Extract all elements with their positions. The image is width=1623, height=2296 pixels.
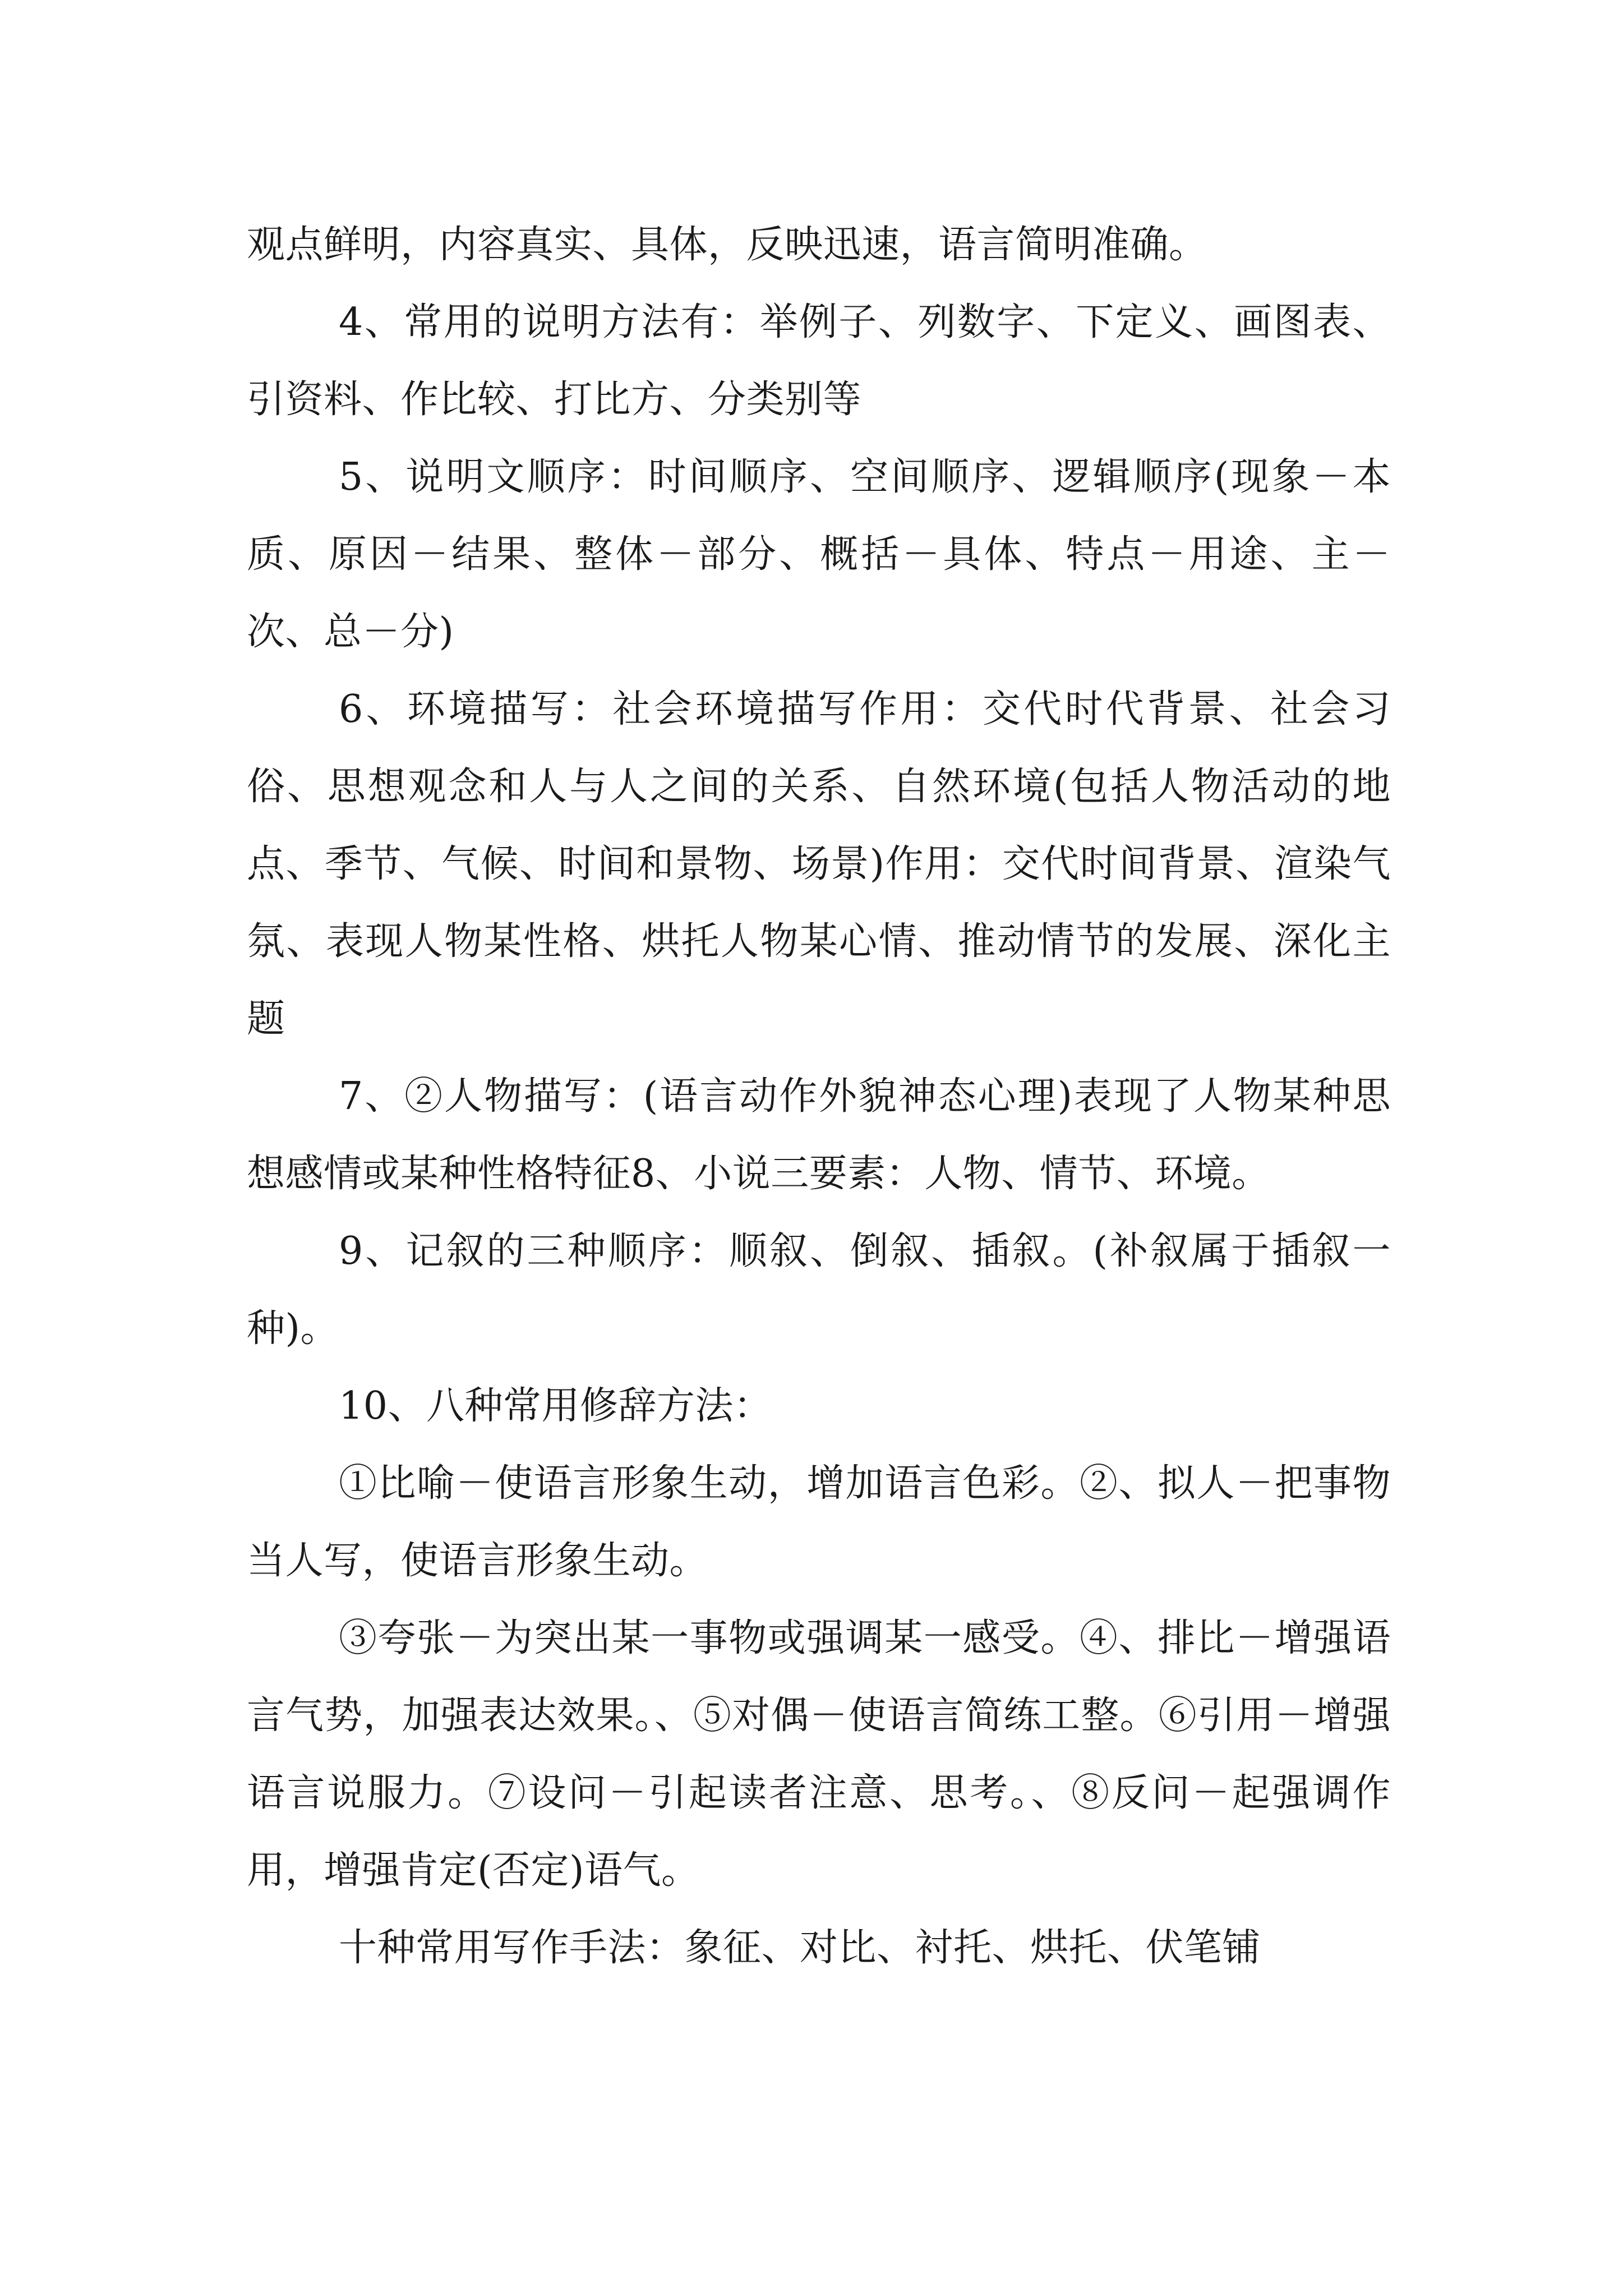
paragraph-rhetoric-metaphor: ①比喻－使语言形象生动，增加语言色彩。②、拟人－把事物当人写，使语言形象生动。 (247, 1461, 1391, 1583)
paragraph-character-description: 7、②人物描写：(语言动作外貌神态心理)表现了人物某种思想感情或某种性格特征8、小说三要素：人物、情节、环境。 (247, 1074, 1391, 1196)
document-body (247, 206, 1391, 1987)
paragraph-environment-description: 6、环境描写：社会环境描写作用：交代时代背景、社会习俗、思想观念和人与人之间的关系、自然环境(包括人物活动的地点、季节、气候、时间和景物、场景)作用：交代时间背景、渲染气氛、表现人物某性格、烘托人物某心情、推动情节的发展、深化主题 (247, 687, 1391, 1041)
paragraph-continuation: 观点鲜明，内容真实、具体，反映迅速，语言简明准确。 (247, 223, 1207, 267)
paragraph-explanation-order: 5、说明文顺序：时间顺序、空间顺序、逻辑顺序(现象－本质、原因－结果、整体－部分、概括－具体、特点－用途、主－次、总－分) (247, 455, 1391, 654)
paragraph-narrative-order: 9、记叙的三种顺序：顺叙、倒叙、插叙。(补叙属于插叙一种)。 (247, 1229, 1391, 1351)
paragraph-rhetoric-exaggeration: ③夸张－为突出某一事物或强调某一感受。④、排比－增强语言气势，加强表达效果。、⑤对偶－使语言简练工整。⑥引用－增强语言说服力。⑦设问－引起读者注意、思考。、⑧反问－起强调作用，增强肯定(否定)语气。 (247, 1616, 1391, 1893)
paragraph-explanation-methods: 4、常用的说明方法有：举例子、列数字、下定义、画图表、引资料、作比较、打比方、分类别等 (247, 300, 1391, 422)
paragraph-writing-techniques: 十种常用写作手法：象征、对比、衬托、烘托、伏笔铺 (339, 1926, 1261, 1970)
paragraph-rhetoric-heading: 10、八种常用修辞方法： (339, 1384, 772, 1428)
